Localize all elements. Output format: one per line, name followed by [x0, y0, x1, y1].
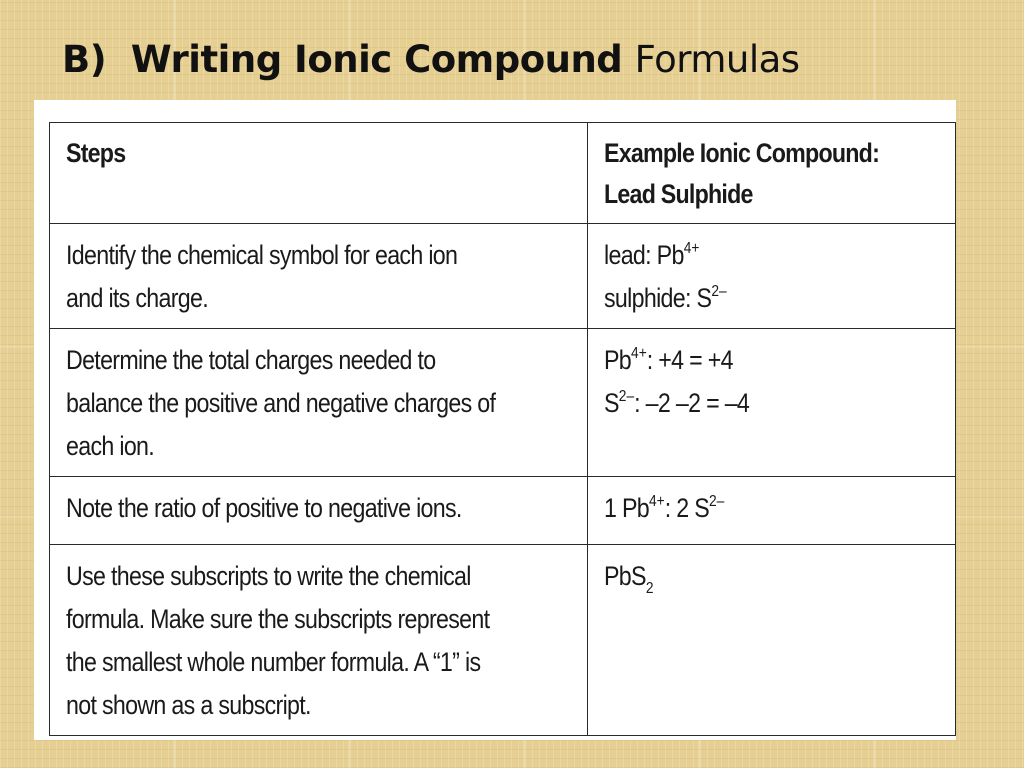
- charge-superscript: 4+: [631, 345, 647, 362]
- example-cell: [588, 329, 956, 477]
- example-text: : –2 –2 = –4: [634, 388, 750, 418]
- steps-table: [49, 122, 956, 736]
- charge-superscript: 2–: [618, 388, 635, 405]
- step-line: each ion.: [66, 431, 155, 461]
- title-bold-part: Writing Ionic Compound: [130, 38, 623, 81]
- charge-superscript: 2–: [709, 493, 725, 510]
- charge-superscript: 2–: [711, 283, 727, 300]
- example-text: lead: Pb: [604, 240, 684, 270]
- example-cell: [588, 224, 956, 329]
- example-line: [604, 487, 724, 530]
- step-line: the smallest whole number formula. A “1” is: [66, 647, 481, 677]
- title-prefix: B): [62, 38, 107, 81]
- table-row: [50, 329, 956, 477]
- example-line: [604, 277, 727, 320]
- example-text: sulphide: S: [604, 283, 712, 313]
- step-line: balance the positive and negative charges of: [66, 388, 496, 418]
- title-normal-part: Formulas: [634, 38, 800, 81]
- step-line: Identify the chemical symbol for each ion: [66, 240, 458, 270]
- slide-title: [62, 36, 800, 84]
- step-line: and its charge.: [66, 283, 208, 313]
- example-line: [604, 234, 699, 277]
- step-line: Use these subscripts to write the chemical: [66, 561, 471, 591]
- example-text: 1 Pb: [604, 493, 650, 523]
- header-example: [588, 123, 956, 224]
- step-cell: [50, 329, 588, 477]
- example-line: [604, 339, 733, 382]
- table-header-row: [50, 123, 956, 224]
- step-cell: [50, 477, 588, 545]
- header-example-line1: Example Ionic Compound:: [604, 138, 880, 168]
- content-panel: [34, 100, 956, 740]
- formula-text: PbS: [604, 561, 646, 591]
- example-text: : 2 S: [664, 493, 710, 523]
- table-row: [50, 477, 956, 545]
- example-cell: [588, 477, 956, 545]
- table-row: [50, 224, 956, 329]
- header-steps: [50, 123, 588, 224]
- example-text: : +4 = +4: [646, 345, 733, 375]
- example-cell: [588, 545, 956, 736]
- header-steps-label: Steps: [66, 138, 126, 168]
- example-text: Pb: [604, 345, 632, 375]
- example-line: [604, 382, 749, 425]
- example-text: S: [604, 388, 619, 418]
- charge-superscript: 4+: [683, 240, 700, 257]
- header-example-line2: Lead Sulphide: [604, 179, 753, 209]
- step-line: formula. Make sure the subscripts represent: [66, 604, 490, 634]
- charge-superscript: 4+: [649, 493, 665, 510]
- step-line: Determine the total charges needed to: [66, 345, 436, 375]
- step-cell: [50, 224, 588, 329]
- step-line: Note the ratio of positive to negative ions.: [66, 493, 462, 523]
- table-row: [50, 545, 956, 736]
- formula: [604, 555, 653, 598]
- formula-subscript: 2: [645, 580, 654, 597]
- step-line: not shown as a subscript.: [66, 690, 311, 720]
- step-cell: [50, 545, 588, 736]
